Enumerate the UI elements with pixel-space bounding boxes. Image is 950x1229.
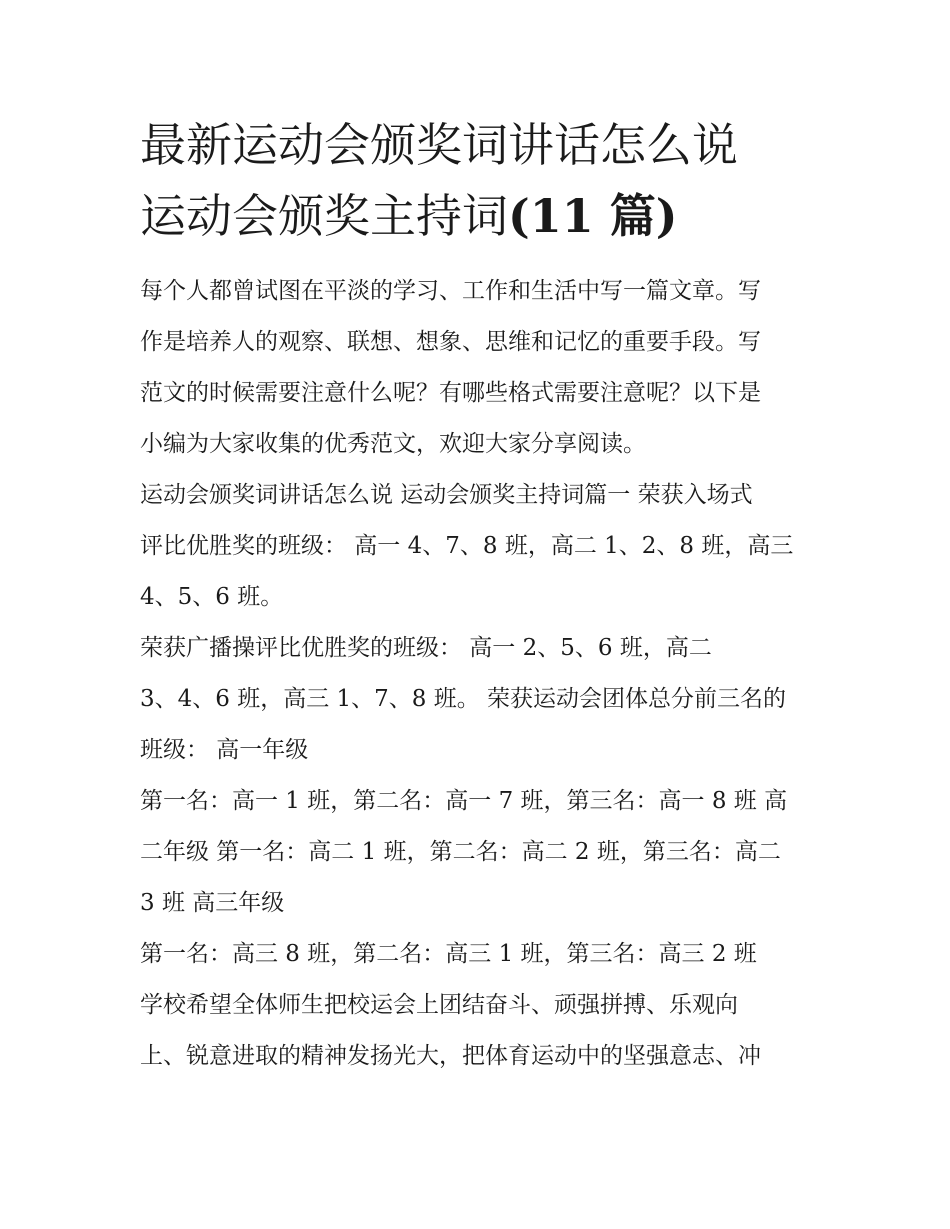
document-body xyxy=(140,266,812,1082)
body-line: 作是培养人的观察、联想、想象、思维和记忆的重要手段。写 xyxy=(140,329,761,355)
body-line: 3、4、6 班，高三 1、7、8 班。 荣获运动会团体总分前三名的 xyxy=(140,686,787,712)
body-line: 班级： 高一年级 xyxy=(140,737,309,763)
body-line: 第一名：高三 8 班，第二名：高三 1 班，第三名：高三 2 班 xyxy=(140,941,757,967)
body-line: 3 班 高三年级 xyxy=(140,890,285,916)
body-line: 范文的时候需要注意什么呢？有哪些格式需要注意呢？以下是 xyxy=(140,380,761,406)
title-text-2: 运动会颁奖主持词 xyxy=(140,189,508,243)
body-line: 荣获广播操评比优胜奖的班级： 高一 2、5、6 班，高二 xyxy=(140,635,712,661)
body-line: 第一名：高一 1 班，第二名：高一 7 班，第三名：高一 8 班 高 xyxy=(140,788,788,814)
body-line: 小编为大家收集的优秀范文，欢迎大家分享阅读。 xyxy=(140,431,646,457)
body-line: 4、5、6 班。 xyxy=(140,584,284,610)
document-page xyxy=(140,110,812,1082)
body-line: 上、锐意进取的精神发扬光大，把体育运动中的坚强意志、冲 xyxy=(140,1043,761,1069)
title-text-1: 最新运动会颁奖词讲话怎么说 xyxy=(140,118,738,172)
body-line: 每个人都曾试图在平淡的学习、工作和生活中写一篇文章。写 xyxy=(140,278,761,304)
document-title-line-2 xyxy=(140,181,812,252)
document-title-line-1 xyxy=(140,110,812,181)
title-count: (11 篇) xyxy=(508,189,678,243)
body-line: 学校希望全体师生把校运会上团结奋斗、顽强拼搏、乐观向 xyxy=(140,992,738,1018)
body-line: 运动会颁奖词讲话怎么说 运动会颁奖主持词篇一 荣获入场式 xyxy=(140,482,753,508)
body-line: 二年级 第一名：高二 1 班，第二名：高二 2 班，第三名：高二 xyxy=(140,839,781,865)
body-line: 评比优胜奖的班级： 高一 4、7、8 班，高二 1、2、8 班，高三 xyxy=(140,533,794,559)
